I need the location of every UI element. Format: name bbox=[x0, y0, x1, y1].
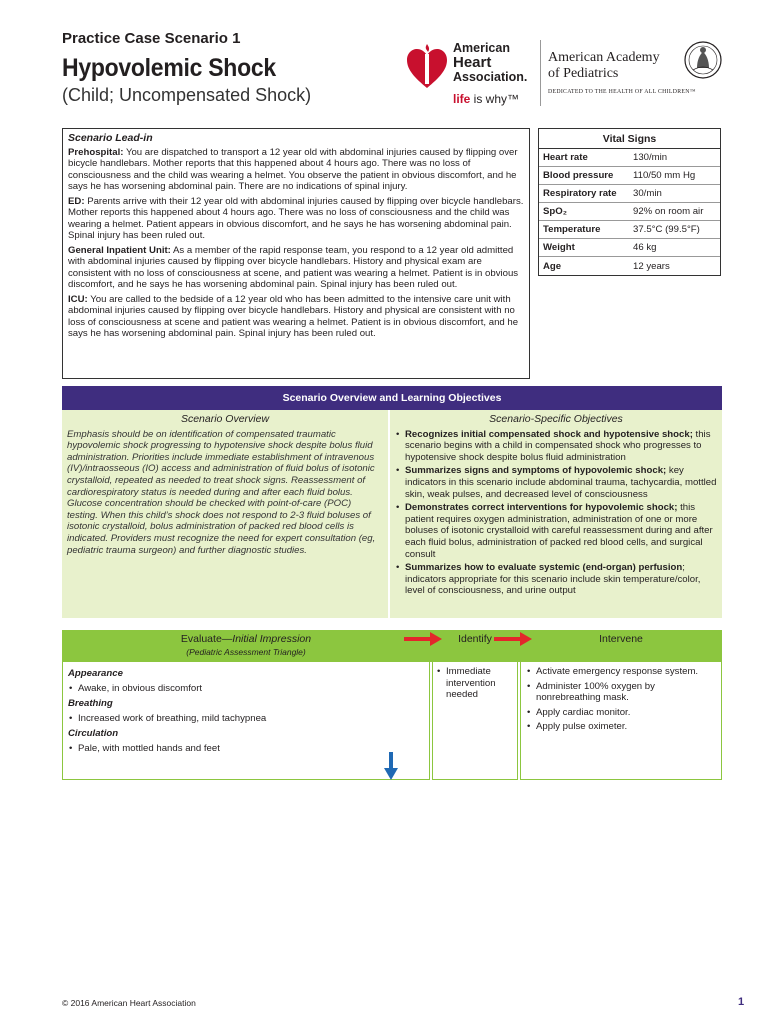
evaluate-column bbox=[62, 662, 430, 780]
list-item: • Demonstrates correct interventions for hypovolemic shock; this patient requires oxygen administration, administration of one or more boluses of isotonic crystalloid with careful reassessment during and after each fluid bolus, administration of packed red blood cells, and surgical consult bbox=[395, 502, 717, 560]
aap-seal-icon bbox=[683, 38, 723, 84]
page-number: 1 bbox=[738, 996, 745, 1008]
aap-logo bbox=[548, 38, 728, 108]
identify-heading: Identify bbox=[458, 633, 492, 645]
list-item: • Apply cardiac monitor. bbox=[526, 707, 716, 719]
list-item: • Apply pulse oximeter. bbox=[526, 721, 716, 733]
appearance-heading: Appearance bbox=[68, 668, 123, 679]
aha-tagline: life is why™ bbox=[453, 92, 520, 106]
aha-logo bbox=[405, 36, 535, 116]
vital-row: Age 12 years bbox=[543, 260, 670, 272]
page-header bbox=[62, 28, 728, 118]
objectives-column bbox=[390, 410, 722, 618]
list-item: • Increased work of breathing, mild tachypnea bbox=[68, 713, 424, 725]
scenario-kicker: Practice Case Scenario 1 bbox=[62, 30, 241, 47]
lead-in-ed: ED: Parents arrive with their 12 year old with abdominal injuries caused by flipping over bicycle handlebars. Mother reports this happened about 4 hours ago. There was no loss of consciousness and the child was wearing a helmet. Patient appears in obvious discomfort, and he says he has worsening abdominal pain. Spinal injury has been ruled out. bbox=[68, 195, 524, 241]
evaluate-subheading: (Pediatric Assessment Triangle) bbox=[186, 647, 306, 657]
scenario-overview-column bbox=[62, 410, 390, 618]
arrow-down-icon bbox=[384, 752, 398, 780]
intervene-column bbox=[520, 662, 722, 780]
lead-in-prehospital: Prehospital: You are dispatched to transport a 12 year old with abdominal injuries caused by flipping over bicycle handlebars. Mother reports that this happened about 4 hours ago. There was no loss of consciousness and the child was wearing a helmet. You observe the patient in obvious discomfort, and he says he has worsening abdominal pain. There are no indications of spinal injury. bbox=[68, 146, 518, 192]
aap-name: American Academy of Pediatrics bbox=[548, 50, 660, 81]
overview-title-bar: Scenario Overview and Learning Objectives bbox=[62, 386, 722, 410]
vital-row: Heart rate 130/min bbox=[539, 149, 720, 167]
vital-row: SpO₂ 92% on room air bbox=[539, 203, 720, 221]
list-item: • Activate emergency response system. bbox=[526, 666, 716, 678]
copyright-footer: © 2016 American Heart Association bbox=[62, 998, 196, 1008]
breathing-heading: Breathing bbox=[68, 698, 113, 710]
lead-in-inpatient: General Inpatient Unit: As a member of the rapid response team, you respond to a 12 year old admitted with abdominal injuries caused by flipping over bicycle handlebars. History and physical exam are consistent with no loss of consciousness at scene, and patient was wearing a helmet. Patient is in obvious discomfort, and he says he has worsening abdominal pain. Spinal injury has been ruled out. bbox=[68, 244, 519, 290]
eval-header-row bbox=[62, 630, 722, 662]
list-item: • Immediate intervention needed bbox=[436, 666, 514, 701]
circulation-heading: Circulation bbox=[68, 728, 119, 740]
list-item: • Pale, with mottled hands and feet bbox=[68, 743, 424, 755]
page-subtitle: (Child; Uncompensated Shock) bbox=[62, 85, 312, 105]
objectives-heading: Scenario-Specific Objectives bbox=[489, 413, 623, 425]
scenario-overview-section bbox=[62, 386, 722, 618]
objectives-list bbox=[395, 429, 717, 597]
arrow-right-icon bbox=[404, 632, 442, 646]
vital-signs-title: Vital Signs bbox=[539, 129, 720, 149]
vital-row: Blood pressure 110/50 mm Hg bbox=[539, 167, 720, 185]
identify-column bbox=[432, 662, 518, 780]
logo-divider bbox=[540, 40, 541, 106]
aha-heart-torch-icon bbox=[405, 42, 449, 92]
list-item: • Summarizes signs and symptoms of hypovolemic shock; key indicators in this scenario include abdominal trauma, tachycardia, mottled skin, weak pulses, and decreased level of consciousness bbox=[395, 465, 717, 500]
lead-in-icu: ICU: You are called to the bedside of a 12 year old who has been admitted to the intensive care unit with abdominal injuries caused by flipping over bicycle handlebars. History and physical are consistent with no loss of consciousness at scene and patient was wearing a helmet. Patient is in obvious discomfort, and he says he has worsening abdominal pain. Spinal injury has been ruled out. bbox=[68, 293, 519, 339]
arrow-right-icon bbox=[494, 632, 532, 646]
overview-body bbox=[62, 410, 722, 618]
lead-in-title: Scenario Lead-in bbox=[68, 132, 153, 144]
intervene-heading: Intervene bbox=[599, 633, 643, 645]
vital-row: Respiratory rate 30/min bbox=[539, 185, 720, 203]
page-title: Hypovolemic Shock bbox=[62, 54, 276, 82]
list-item: • Recognizes initial compensated shock and hypotensive shock; this scenario begins with a child in compensated shock who progresses to hypotensive shock despite bolus fluid administration bbox=[395, 429, 717, 464]
aap-tagline: DEDICATED TO THE HEALTH OF ALL CHILDREN™ bbox=[548, 89, 696, 95]
list-item: • Administer 100% oxygen by nonrebreathing mask. bbox=[526, 681, 716, 704]
vital-row: Temperature 37.5°C (99.5°F) bbox=[539, 221, 720, 239]
vital-row: Weight 46 kg bbox=[539, 239, 720, 257]
list-item: • Summarizes how to evaluate systemic (end-organ) perfusion; indicators appropriate for this scenario include skin temperature/color, level of consciousness, and urine output bbox=[395, 562, 717, 597]
aha-name: American Heart Association. bbox=[453, 41, 528, 84]
evaluate-heading: Evaluate—Initial Impression (Pediatric Assessment Triangle) bbox=[62, 630, 430, 662]
scenario-lead-in-box bbox=[62, 128, 530, 379]
scenario-overview-text: Emphasis should be on identification of compensated traumatic hypovolemic shock progressing to hypotensive shock despite bolus fluid administration. Priorities include immediate establishment of intravenous (IV)/intraosseous (IO) access and administration of fluid bolus of isotonic crystalloid, repeated as needed to treat shock signs. Reassessment of cardiorespiratory status is needed during and after each fluid bolus. Glucose concentration should be checked with point-of-care (POC) testing. When this child’s shock does not respond to 2-3 fluid boluses of isotonic crystalloid, bolus administration of packed red blood cells is indicated. Providers must recognize the need for expert consultation (eg, pediatric trauma surgeon) and further diagnostic studies. bbox=[67, 428, 376, 556]
vital-signs-table bbox=[538, 128, 721, 276]
scenario-overview-heading: Scenario Overview bbox=[180, 413, 270, 425]
list-item: • Awake, in obvious discomfort bbox=[68, 683, 424, 695]
